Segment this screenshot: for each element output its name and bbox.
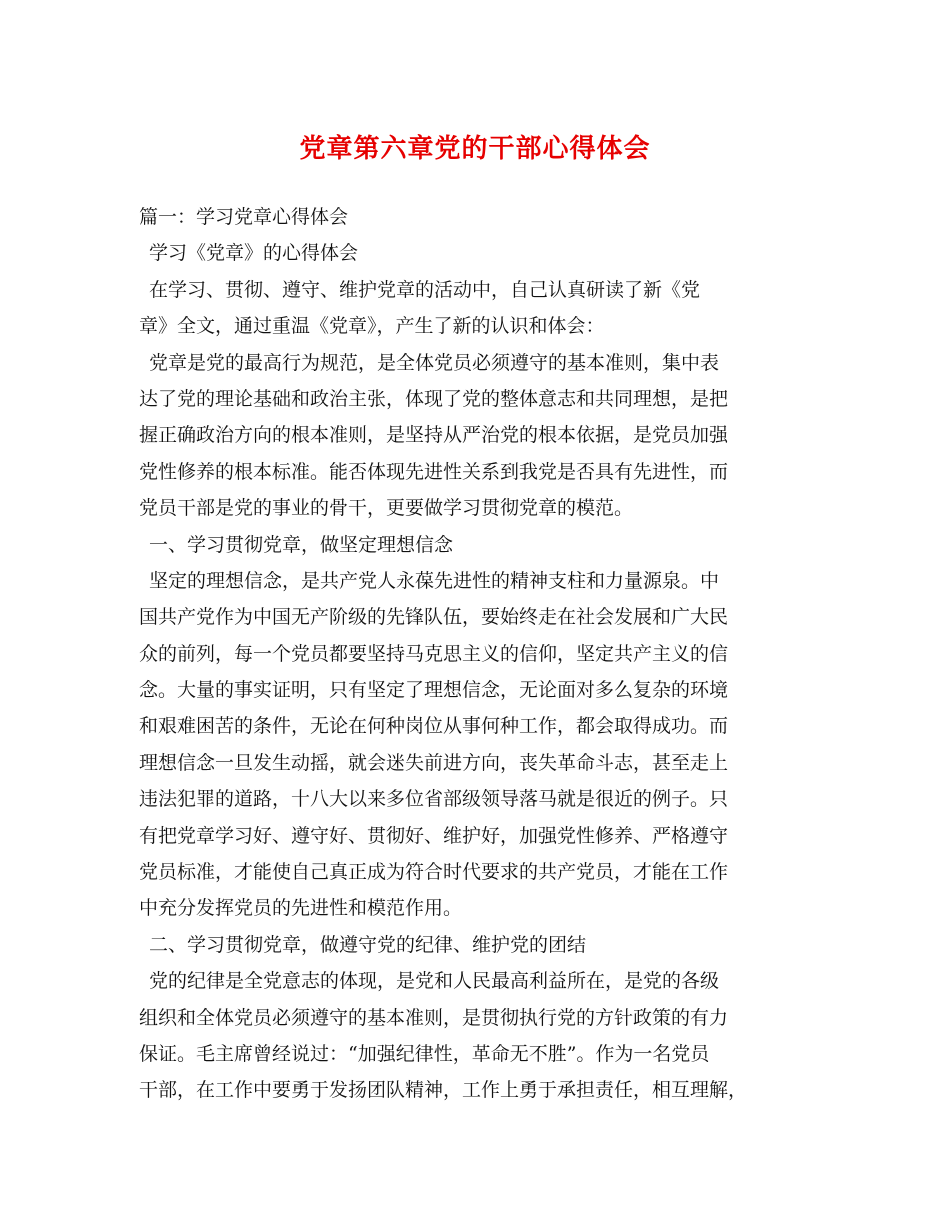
text-line: 和艰难困苦的条件，无论在何种岗位从事何种工作，都会取得成功。而 bbox=[139, 715, 729, 738]
text-line: 保证。毛主席曾经说过：“加强纪律性，革命无不胜”。作为一名党员 bbox=[139, 1042, 710, 1065]
text-line: 一、学习贯彻党章，做坚定理想信念 bbox=[149, 533, 454, 556]
text-line: 中充分发挥党员的先进性和模范作用。 bbox=[139, 897, 463, 920]
text-line: 理想信念一旦发生动摇，就会迷失前进方向，丧失革命斗志，甚至走上 bbox=[139, 751, 729, 774]
text-line: 章》全文，通过重温《党章》，产生了新的认识和体会： bbox=[139, 315, 605, 338]
text-line: 在学习、贯彻、遵守、维护党章的活动中，自己认真研读了新《党 bbox=[149, 278, 701, 301]
text-line: 党员标准，才能使自己真正成为符合时代要求的共产党员，才能在工作 bbox=[139, 861, 729, 884]
text-line: 达了党的理论基础和政治主张，体现了党的整体意志和共同理想，是把 bbox=[139, 387, 729, 410]
document-body bbox=[139, 199, 811, 1109]
text-line: 念。大量的事实证明，只有坚定了理想信念，无论面对多么复杂的环境 bbox=[139, 679, 729, 702]
text-line: 学习《党章》的心得体会 bbox=[149, 242, 359, 265]
text-line: 坚定的理想信念，是共产党人永葆先进性的精神支柱和力量源泉。中 bbox=[149, 569, 720, 592]
text-line: 党员干部是党的事业的骨干，更要做学习贯彻党章的模范。 bbox=[139, 497, 634, 520]
text-line: 二、学习贯彻党章，做遵守党的纪律、维护党的团结 bbox=[149, 933, 587, 956]
text-line: 有把党章学习好、遵守好、贯彻好、维护好，加强党性修养、严格遵守 bbox=[139, 824, 729, 847]
text-line: 握正确政治方向的根本准则，是坚持从严治党的根本依据，是党员加强 bbox=[139, 424, 729, 447]
text-line: 组织和全体党员必须遵守的基本准则，是贯彻执行党的方针政策的有力 bbox=[139, 1006, 729, 1029]
text-line: 干部，在工作中要勇于发扬团队精神，工作上勇于承担责任，相互理解， bbox=[139, 1079, 748, 1102]
document-title: 党章第六章党的干部心得体会 bbox=[299, 134, 651, 164]
text-line: 党的纪律是全党意志的体现，是党和人民最高利益所在，是党的各级 bbox=[149, 970, 720, 993]
text-line: 党性修养的根本标准。能否体现先进性关系到我党是否具有先进性，而 bbox=[139, 460, 729, 483]
text-line: 违法犯罪的道路，十八大以来多位省部级领导落马就是很近的例子。只 bbox=[139, 788, 729, 811]
text-line: 国共产党作为中国无产阶级的先锋队伍，要始终走在社会发展和广大民 bbox=[139, 606, 729, 629]
text-line: 众的前列，每一个党员都要坚持马克思主义的信仰，坚定共产主义的信 bbox=[139, 642, 729, 665]
text-line: 党章是党的最高行为规范，是全体党员必须遵守的基本准则，集中表 bbox=[149, 351, 720, 374]
text-line: 篇一：学习党章心得体会 bbox=[139, 206, 349, 228]
